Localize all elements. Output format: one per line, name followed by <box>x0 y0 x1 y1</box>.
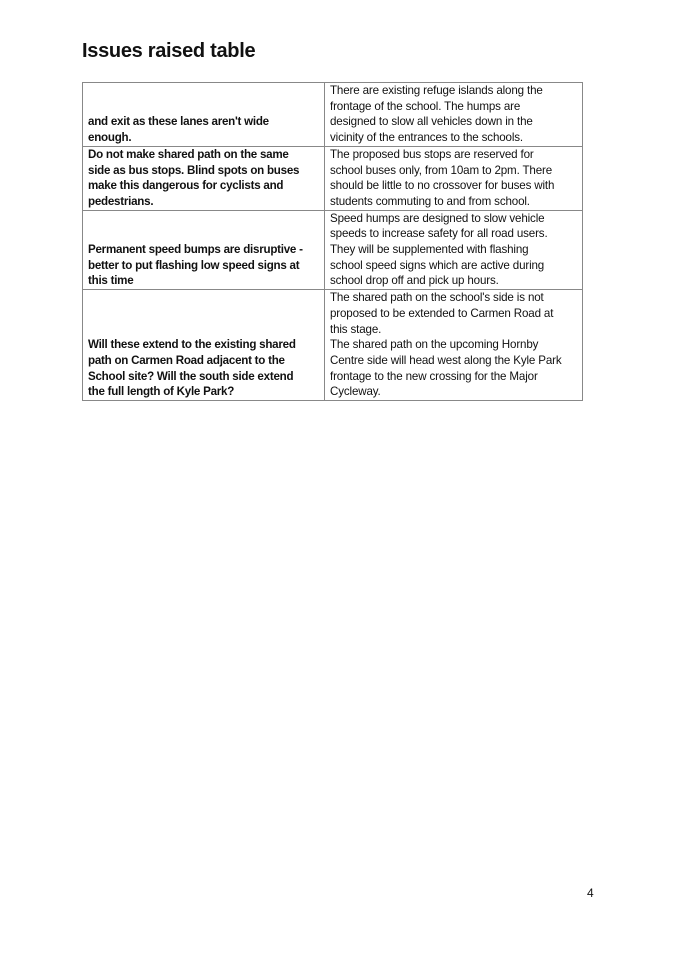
issue-cell: Permanent speed bumps are disruptive - better to put flashing low speed signs at this time <box>83 210 325 290</box>
table-row <box>83 210 583 290</box>
response-cell: The shared path on the school's side is not proposed to be extended to Carmen Road at this stage. The shared path on the upcoming Hornby Centre side will head west along the Kyle Park frontage to the new crossing for the Major Cycleway. <box>325 290 583 401</box>
issue-cell: Will these extend to the existing shared path on Carmen Road adjacent to the School site? Will the south side extend the full length of Kyle Park? <box>83 290 325 401</box>
issue-cell: Do not make shared path on the same side as bus stops. Blind spots on buses make this dangerous for cyclists and pedestrians. <box>83 146 325 210</box>
table-row <box>83 83 583 147</box>
issues-table <box>82 82 583 401</box>
page-title: Issues raised table <box>82 40 256 62</box>
table-row <box>83 146 583 210</box>
response-cell: Speed humps are designed to slow vehicle speeds to increase safety for all road users. They will be supplemented with flashing school speed signs which are active during school drop off and pick up hours. <box>325 210 583 290</box>
table-row <box>83 290 583 401</box>
issue-cell: and exit as these lanes aren't wide enough. <box>83 83 325 147</box>
response-cell: There are existing refuge islands along the frontage of the school. The humps are designed to slow all vehicles down in the vicinity of the entrances to the schools. <box>325 83 583 147</box>
response-cell: The proposed bus stops are reserved for school buses only, from 10am to 2pm. There should be little to no crossover for buses with students commuting to and from school. <box>325 146 583 210</box>
page-number: 4 <box>587 886 594 900</box>
